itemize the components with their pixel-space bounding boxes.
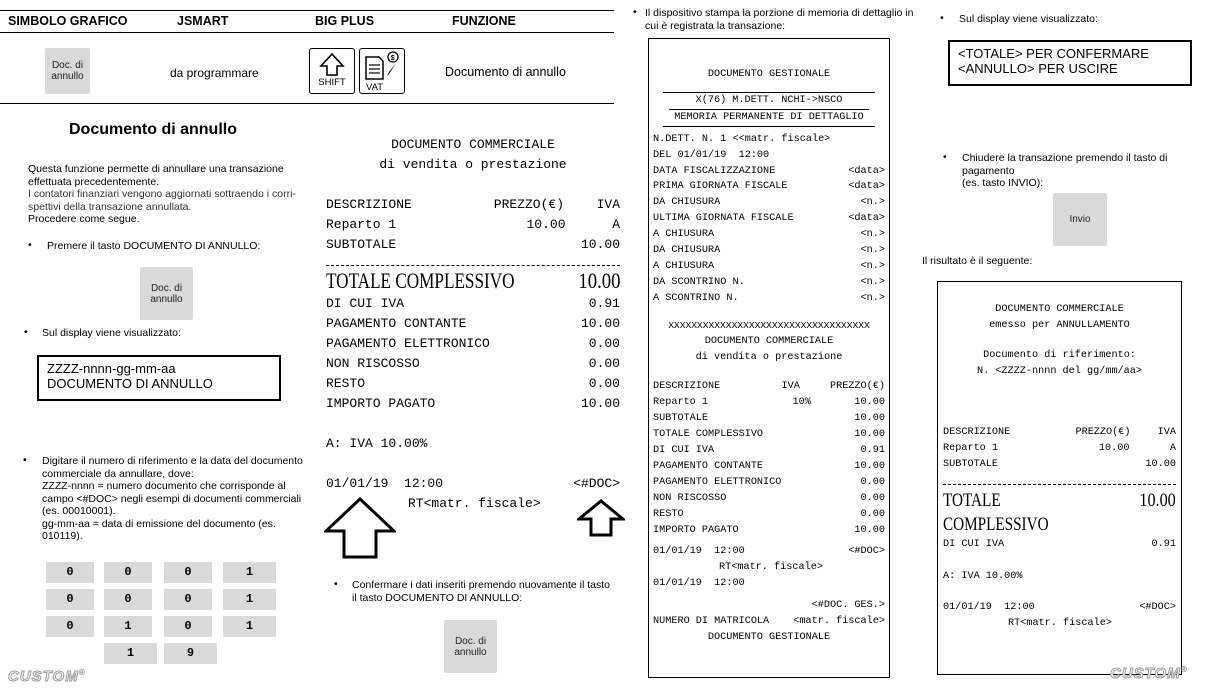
keypad-key: 0 <box>46 616 94 637</box>
table-header-rule <box>0 32 614 33</box>
receipt-line <box>326 334 620 354</box>
receipt-line-value: <n.> <box>860 245 885 257</box>
receipt-line-label: ULTIMA GIORNATA FISCALE <box>653 213 794 225</box>
keypad-key: 1 <box>104 643 157 664</box>
receipt1-item-price: 10.00 <box>526 217 566 232</box>
receipt3-dicui-label: DI CUI IVA <box>943 539 1005 551</box>
funzione-value: Documento di annullo <box>445 65 566 79</box>
receipt-line <box>653 164 885 180</box>
receipt3-subtotale-value: 10.00 <box>1145 458 1176 470</box>
doc-di-annullo-key[interactable] <box>444 620 497 673</box>
receipt2-title: DOCUMENTO GESTIONALE <box>707 69 831 80</box>
receipt-line-label: A CHIUSURA <box>653 260 715 272</box>
receipt2-matricola-value: <matr. fiscale> <box>793 616 885 628</box>
receipt-documento-commerciale <box>326 135 620 514</box>
receipt-line-value: <data> <box>848 213 885 225</box>
receipt-line <box>326 374 620 394</box>
receipt-line-value: <data> <box>848 181 885 193</box>
receipt-line-value: <n.> <box>860 197 885 209</box>
step3-line: 010119). <box>42 530 83 542</box>
receipt1-title1: DOCUMENTO COMMERCIALE <box>391 137 555 152</box>
receipt-line-label: A CHIUSURA <box>653 229 715 241</box>
receipt1-date-row <box>326 474 620 494</box>
keypad-key: 0 <box>104 562 152 583</box>
receipt-line-value: 0.00 <box>860 476 885 488</box>
table-bottom-rule <box>0 103 614 104</box>
receipt2-item-row <box>653 395 885 411</box>
step1-text: Premere il tasto DOCUMENTO DI ANNULLO: <box>47 240 261 252</box>
receipt-line-value: 10.00 <box>854 429 885 441</box>
receipt-line <box>653 491 885 507</box>
receipt3-datetime: 01/01/19 12:00 <box>943 602 1035 614</box>
receipt1-dashed-rule <box>326 265 620 266</box>
receipt1-item-name: Reparto 1 <box>326 217 397 232</box>
receipt-line-label: PAGAMENTO CONTANTE <box>326 316 467 331</box>
receipt3-header-row <box>943 425 1176 441</box>
result-text: Il risultato è il seguente: <box>922 255 1033 267</box>
receipt-line <box>653 227 885 243</box>
header-simbolo-grafico: SIMBOLO GRAFICO <box>8 14 128 28</box>
receipt-line-label: IMPORTO PAGATO <box>326 396 436 411</box>
receipt3-title2: emesso per ANNULLAMENTO <box>989 319 1130 331</box>
intro-paragraph <box>28 163 300 226</box>
receipt-documento-gestionale <box>648 38 890 678</box>
receipt-line <box>653 259 885 275</box>
receipt3-item-price: 10.00 <box>1098 442 1130 454</box>
receipt-line <box>653 211 885 227</box>
receipt-line <box>326 394 620 414</box>
receipt-line-label: DA CHIUSURA <box>653 197 721 209</box>
receipt-line-label: DA CHIUSURA <box>653 245 721 257</box>
receipt2-matricola-label: NUMERO DI MATRICOLA <box>653 616 770 628</box>
custom-logo-text: CUSTOM <box>8 668 79 685</box>
header-big-plus: BIG PLUS <box>315 14 375 28</box>
step3-line: ZZZZ-nnnn = numero documento che corrisponde al <box>42 480 286 492</box>
display2-line1: <TOTALE> PER CONFERMARE <box>958 46 1149 61</box>
doc-di-annullo-key[interactable] <box>140 267 193 320</box>
right-step-display: Sul display viene visualizzato: <box>959 13 1098 25</box>
bullet-dot: • <box>633 6 637 18</box>
receipt1-totale-value: 10.00 <box>577 268 620 293</box>
receipt2-pairs <box>653 164 885 307</box>
step3-text <box>42 455 304 543</box>
keypad-key: 1 <box>104 616 152 637</box>
receipt1-h-price: PREZZO(€) <box>493 197 564 212</box>
doc-di-annullo-key-symbol <box>45 48 90 94</box>
receipt-line-label: A SCONTRINO N. <box>653 292 739 304</box>
receipt-line-label: DI CUI IVA <box>653 445 715 457</box>
receipt2-datetime: 01/01/19 12:00 <box>653 546 745 558</box>
receipt1-subtotale-label: SUBTOTALE <box>326 237 397 252</box>
receipt-line-value: <n.> <box>860 260 885 272</box>
receipt-line <box>653 243 885 259</box>
custom-logo-right <box>1110 665 1188 682</box>
receipt3-ref1: Documento di riferimento: <box>983 350 1136 362</box>
receipt2-ndett: N.DETT. N. 1 <<matr. fiscale> <box>653 133 831 145</box>
step4-line: Confermare i dati inseriti premendo nuovamente il tasto <box>352 579 610 591</box>
display1-line1: ZZZZ-nnnn-gg-mm-aa <box>47 361 176 376</box>
receipt-line-value: 0.00 <box>588 376 620 391</box>
custom-logo-mark: ® <box>78 668 86 677</box>
receipt1-item-row <box>326 215 620 235</box>
receipt-line-label: DATA FISCALIZZAZIONE <box>653 165 776 177</box>
step3-line: campo <#DOC> negli esempi di documenti commerciali <box>42 492 302 505</box>
step4-text <box>352 579 614 604</box>
step4-line: il tasto DOCUMENTO DI ANNULLO: <box>352 591 523 604</box>
bullet-dot: • <box>28 239 32 251</box>
invio-key-label: Invio <box>1069 214 1091 225</box>
keypad-key: 0 <box>104 589 152 610</box>
receipt2-doc-title1: DOCUMENTO COMMERCIALE <box>704 335 834 347</box>
receipt3-title1: DOCUMENTO COMMERCIALE <box>995 304 1124 315</box>
receipt2-item-iva: 10% <box>792 397 811 409</box>
receipt2-datetime2: 01/01/19 12:00 <box>653 578 745 590</box>
receipt2-del: DEL 01/01/19 12:00 <box>653 149 770 161</box>
receipt1-lines <box>326 294 620 414</box>
receipt-line-label: NON RISCOSSO <box>653 492 727 504</box>
receipt2-h-desc: DESCRIZIONE <box>653 381 721 393</box>
receipt-line-label: RESTO <box>653 508 684 520</box>
invio-key[interactable] <box>1053 193 1107 246</box>
intro-line-3: Procedere come segue. <box>28 213 140 225</box>
keypad-key: 1 <box>223 562 276 583</box>
up-arrow-icon <box>577 499 625 537</box>
receipt-line-label: PAGAMENTO ELETTRONICO <box>326 336 490 351</box>
receipt1-doc: <#DOC> <box>573 476 620 491</box>
section-title: Documento di annullo <box>69 121 237 138</box>
receipt3-totale-label: TOTALE COMPLESSIVO <box>943 490 1049 536</box>
receipt-line-label: TOTALE COMPLESSIVO <box>653 429 764 441</box>
keypad-key: 0 <box>164 616 212 637</box>
receipt1-title2: di vendita o prestazione <box>379 157 567 172</box>
receipt-line-value: 10.00 <box>580 316 620 331</box>
display-box-1 <box>37 355 281 401</box>
receipt-line-value: 10.00 <box>580 396 620 411</box>
display2-line2: <ANNULLO> PER USCIRE <box>958 61 1118 76</box>
receipt-line <box>653 507 885 523</box>
receipt2-lines <box>653 411 885 538</box>
bullet-dot: • <box>334 578 338 590</box>
bullet-dot: • <box>24 326 28 338</box>
middle-text <box>645 7 930 32</box>
receipt2-docges: <#DOC. GES.> <box>811 600 885 612</box>
receipt1-item-iva: A <box>612 217 620 232</box>
receipt-line <box>653 475 885 491</box>
display1-line2: DOCUMENTO DI ANNULLO <box>47 376 213 391</box>
header-jsmart: JSMART <box>177 14 229 28</box>
header-funzione: FUNZIONE <box>452 14 516 28</box>
receipt2-x76: X(76) M.DETT. NCHI->NSCO <box>695 94 843 106</box>
vat-document-key-icon <box>359 48 405 94</box>
receipt-line <box>653 411 885 427</box>
keypad-key: 0 <box>46 589 94 610</box>
receipt3-item-name: Reparto 1 <box>943 442 999 454</box>
receipt3-item-iva: A <box>1169 442 1176 454</box>
intro-line-2: I contatori finanziari vengono aggiornati sottraendo i corri-spettivi della transazione annullata. <box>28 188 296 213</box>
receipt-line <box>326 294 620 314</box>
bullet-dot: • <box>943 151 947 163</box>
receipt1-rt: RT<matr. fiscale> <box>408 496 541 511</box>
vat-key-label: VAT <box>366 82 384 93</box>
receipt-line <box>653 459 885 475</box>
receipt2-header-row <box>653 379 885 395</box>
step2-text: Sul display viene visualizzato: <box>42 327 181 339</box>
keypad-key: 1 <box>223 589 276 610</box>
intro-line-1: Questa funzione permette di annullare una transazione effettuata precedentemente. <box>28 163 284 188</box>
receipt2-item-name: Reparto 1 <box>653 397 709 409</box>
receipt3-dicui-value: 0.91 <box>1151 539 1176 551</box>
receipt3-subtotale-label: SUBTOTALE <box>943 458 999 470</box>
receipt-line-value: 0.00 <box>588 336 620 351</box>
receipt-line-value: 0.00 <box>588 356 620 371</box>
receipt-line <box>653 179 885 195</box>
custom-logo-mark: ® <box>1180 665 1188 674</box>
receipt-line-label: RESTO <box>326 376 366 391</box>
receipt2-footer: DOCUMENTO GESTIONALE <box>707 632 831 643</box>
receipt3-h-iva: IVA <box>1157 427 1176 439</box>
receipt3-dicui-row <box>943 537 1176 553</box>
receipt-line-value: 10.00 <box>854 413 885 425</box>
svg-text:$: $ <box>390 55 395 62</box>
receipt-line-value: 0.91 <box>860 445 885 457</box>
up-arrow-icon <box>324 497 396 559</box>
middle-text-line: Il dispositivo stampa la porzione di memoria di dettaglio in <box>645 7 914 19</box>
receipt3-iva-line: A: IVA 10.00% <box>943 570 1023 582</box>
receipt3-date-row <box>943 600 1176 616</box>
receipt-line-label: NON RISCOSSO <box>326 356 420 371</box>
receipt3-totale-value: 10.00 <box>1139 490 1176 512</box>
step3-line: gg-mm-aa = data di emissione del documento (es. <box>42 517 276 530</box>
receipt-line-value: 10.00 <box>854 460 885 472</box>
doc-annullo-key-label: Doc. di annullo <box>454 635 487 658</box>
receipt-annullamento <box>937 281 1182 675</box>
doc-annullo-key-label: Doc. di annullo <box>150 282 183 305</box>
receipt-line-value: 0.00 <box>860 508 885 520</box>
receipt1-totale-label: TOTALE COMPLESSIVO <box>326 268 515 293</box>
receipt-line <box>653 195 885 211</box>
receipt-line-value: <n.> <box>860 276 885 288</box>
receipt-line-label: PAGAMENTO ELETTRONICO <box>653 476 782 488</box>
keypad-key: 1 <box>223 616 276 637</box>
right-step-close <box>962 152 1220 190</box>
receipt1-subtotale-value: 10.00 <box>580 237 620 252</box>
keypad-key: 0 <box>46 562 94 583</box>
receipt-line-value: 10.00 <box>854 524 885 536</box>
receipt-line-value: 0.91 <box>588 296 620 311</box>
receipt2-doc-title2: di vendita o prestazione <box>695 351 843 363</box>
close-line: (es. tasto INVIO): <box>962 177 1044 189</box>
receipt-line-label: SUBTOTALE <box>653 413 709 425</box>
receipt3-dashed-rule <box>943 484 1176 485</box>
receipt1-totale-row <box>326 268 620 294</box>
receipt1-datetime: 01/01/19 12:00 <box>326 476 444 491</box>
receipt2-h-iva: IVA <box>781 381 800 393</box>
close-line: Chiudere la transazione premendo il tasto di pagamento <box>962 152 1168 177</box>
receipt1-h-desc: DESCRIZIONE <box>326 197 412 212</box>
receipt-line-label: PAGAMENTO CONTANTE <box>653 460 764 472</box>
receipt-line <box>653 443 885 459</box>
receipt3-doc: <#DOC> <box>1139 602 1176 614</box>
receipt-line-label: IMPORTO PAGATO <box>653 524 739 536</box>
receipt3-item-row <box>943 441 1176 457</box>
receipt-line-label: PRIMA GIORNATA FISCALE <box>653 181 788 193</box>
receipt3-h-price: PREZZO(€) <box>1075 427 1131 439</box>
receipt2-date-row <box>653 544 885 560</box>
receipt2-memoria: MEMORIA PERMANENTE DI DETTAGLIO <box>663 110 875 127</box>
keypad-key: 0 <box>164 589 212 610</box>
bullet-dot: • <box>940 12 944 24</box>
shift-key-icon <box>309 48 355 94</box>
receipt-line <box>653 291 885 307</box>
receipt-line-label: DI CUI IVA <box>326 296 405 311</box>
receipt-line <box>653 427 885 443</box>
receipt2-matricola-row <box>653 614 885 630</box>
custom-logo-text: CUSTOM <box>1110 665 1181 682</box>
receipt1-h-iva: IVA <box>596 197 620 212</box>
table-top-rule <box>0 10 614 11</box>
receipt1-subtotale-row <box>326 235 620 255</box>
receipt-line <box>326 314 620 334</box>
keypad-key: 9 <box>164 643 217 664</box>
receipt3-totale-row <box>943 489 1176 537</box>
step3-line: (es. 00010001). <box>42 505 116 517</box>
receipt2-rt: RT<matr. fiscale> <box>719 562 823 574</box>
receipt-line-value: <n.> <box>860 229 885 241</box>
keypad-key: 0 <box>164 562 212 583</box>
receipt2-h-price: PREZZO(€) <box>829 381 885 393</box>
middle-text-line: cui è registrata la transazione: <box>645 19 786 32</box>
step3-line: commerciale da annullare, dove: <box>42 467 194 480</box>
jsmart-value: da programmare <box>170 66 259 80</box>
receipt-line <box>326 354 620 374</box>
receipt1-iva-line: A: IVA 10.00% <box>326 436 428 451</box>
shift-key-label: SHIFT <box>318 77 346 88</box>
receipt2-xline: XXXXXXXXXXXXXXXXXXXXXXXXXXXXXXXXXXX <box>668 319 870 331</box>
receipt3-subtotale-row <box>943 457 1176 473</box>
receipt-line-value: <data> <box>848 165 885 177</box>
receipt1-header-row <box>326 195 620 215</box>
receipt3-ref2: N. <ZZZZ-nnnn del gg/mm/aa> <box>976 365 1143 377</box>
receipt-line-value: 0.00 <box>860 492 885 504</box>
receipt-line <box>653 275 885 291</box>
doc-annullo-key-label: Doc. di annullo <box>51 60 84 82</box>
receipt-line-value: <n.> <box>860 292 885 304</box>
receipt2-item-price: 10.00 <box>854 397 885 409</box>
display-box-2 <box>948 40 1192 86</box>
receipt-line <box>653 523 885 539</box>
receipt3-h-desc: DESCRIZIONE <box>943 427 1011 439</box>
receipt-line-label: DA SCONTRINO N. <box>653 276 745 288</box>
bullet-dot: • <box>23 454 27 466</box>
step3-line: Digitare il numero di riferimento e la data del documento <box>42 455 303 467</box>
receipt2-doc: <#DOC> <box>848 546 885 558</box>
receipt3-rt: RT<matr. fiscale> <box>1008 617 1112 629</box>
custom-logo-left <box>8 668 86 685</box>
